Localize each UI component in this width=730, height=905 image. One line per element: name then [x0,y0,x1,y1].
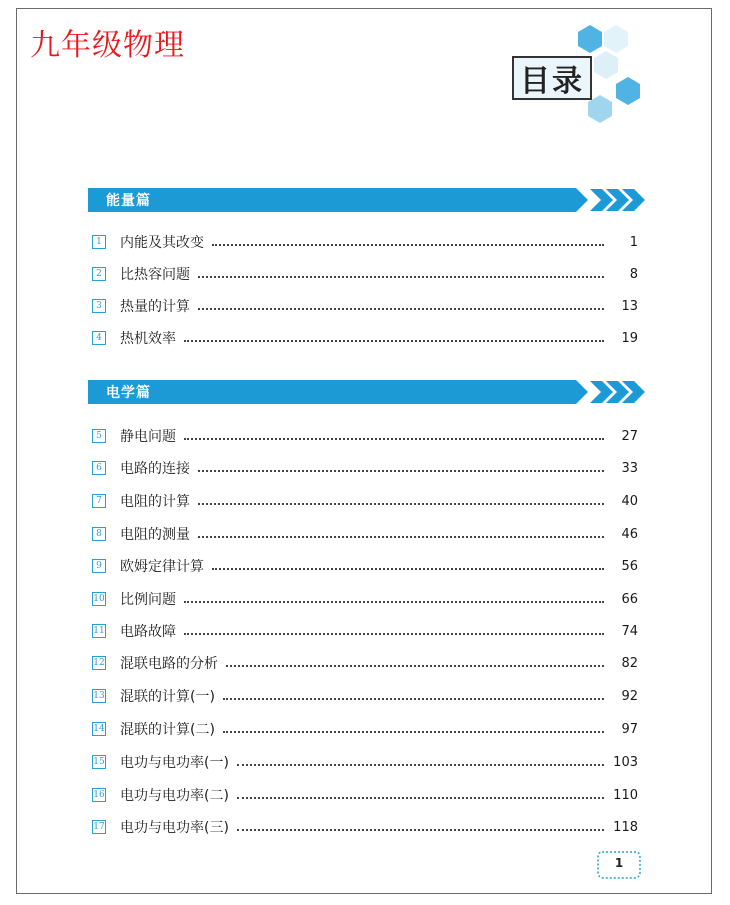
dot-leader [198,460,604,472]
page-number: 1 [614,856,624,870]
toc-row[interactable] [92,524,638,544]
dot-leader [198,298,604,310]
chapter-title: 混联的计算(二) [120,722,215,738]
chapter-number: 2 [92,267,106,281]
chapter-page: 13 [621,298,638,314]
dot-leader [223,688,604,700]
banner-arrow-shape [88,184,648,216]
chapter-title: 比热容问题 [120,267,190,283]
page-red-title: 九年级物理 [30,28,185,63]
chapter-page: 56 [621,558,638,574]
chapter-number: 15 [93,757,105,767]
dot-leader [237,787,604,799]
chapter-title: 比例问题 [120,592,176,608]
dot-leader [198,526,604,538]
toc-row[interactable] [92,752,638,772]
chapter-page: 92 [621,688,638,704]
chapter-page: 40 [621,493,638,509]
dot-leader [184,428,604,440]
toc-row[interactable] [92,232,638,252]
section-label: 电学篇 [106,385,151,401]
chapter-number: 6 [92,461,106,475]
chapter-number: 3 [92,299,106,313]
chapter-page: 97 [621,721,638,737]
dot-leader [184,330,604,342]
toc-row[interactable] [92,719,638,739]
chapter-page: 103 [613,754,638,770]
dot-leader [184,591,604,603]
toc-row[interactable] [92,686,638,706]
chapter-page: 118 [613,819,638,835]
chapter-title: 热量的计算 [120,299,190,315]
dot-leader [198,493,604,505]
toc-row[interactable] [92,785,638,805]
dot-leader [223,721,604,733]
section-label: 能量篇 [106,193,151,209]
chapter-page: 27 [621,428,638,444]
toc-row[interactable] [92,817,638,837]
dot-leader [226,655,604,667]
chapter-number: 8 [92,527,106,541]
hexagon-shape [604,25,628,53]
chapter-title: 静电问题 [120,429,176,445]
chapter-title: 电路的连接 [120,461,190,477]
chapter-title: 混联电路的分析 [120,656,218,672]
hexagon-shape [594,51,618,79]
dot-leader [198,266,604,278]
chapter-page: 82 [621,655,638,671]
chapter-title: 电阻的测量 [120,527,190,543]
toc-row[interactable] [92,458,638,478]
section-banner-energy [88,184,648,216]
dot-leader [184,623,604,635]
dot-leader [212,558,604,570]
chapter-number: 1 [92,235,106,249]
dot-leader [237,819,604,831]
chapter-title: 内能及其改变 [120,235,204,251]
dot-leader [237,754,604,766]
chapter-number: 12 [93,658,105,668]
chapter-title: 欧姆定律计算 [120,559,204,575]
dot-leader [212,234,604,246]
chapter-number: 17 [93,822,105,832]
toc-row[interactable] [92,328,638,348]
chapter-number: 16 [93,790,105,800]
toc-row[interactable] [92,589,638,609]
chapter-page: 19 [621,330,638,346]
page-number-badge [596,848,642,882]
chapter-page: 8 [629,266,638,282]
toc-row[interactable] [92,621,638,641]
chapter-number: 9 [92,559,106,573]
chapter-title: 电功与电功率(一) [120,755,229,771]
chapter-page: 74 [621,623,638,639]
toc-row[interactable] [92,426,638,446]
chapter-page: 1 [629,234,638,250]
section-banner-electricity [88,376,648,408]
chapter-number: 5 [92,429,106,443]
chapter-page: 33 [621,460,638,476]
banner-arrow-shape [88,376,648,408]
chapter-title: 电功与电功率(二) [120,788,229,804]
chapter-page: 110 [613,787,638,803]
chapter-number: 13 [93,691,105,701]
chapter-number: 14 [93,724,105,734]
chapter-title: 电阻的计算 [120,494,190,510]
chapter-title: 混联的计算(一) [120,689,215,705]
toc-row[interactable] [92,491,638,511]
chapter-number: 7 [92,494,106,508]
chapter-number: 4 [92,331,106,345]
chapter-title: 电功与电功率(三) [120,820,229,836]
toc-row[interactable] [92,653,638,673]
chapter-title: 热机效率 [120,331,176,347]
hexagon-shape [616,77,640,105]
chapter-page: 66 [621,591,638,607]
toc-row[interactable] [92,264,638,284]
toc-row[interactable] [92,556,638,576]
chapter-page: 46 [621,526,638,542]
chapter-number: 10 [93,594,105,604]
toc-title: 目录 [512,56,592,100]
toc-row[interactable] [92,296,638,316]
chapter-number: 11 [93,626,105,636]
hexagon-shape [578,25,602,53]
chapter-title: 电路故障 [120,624,176,640]
